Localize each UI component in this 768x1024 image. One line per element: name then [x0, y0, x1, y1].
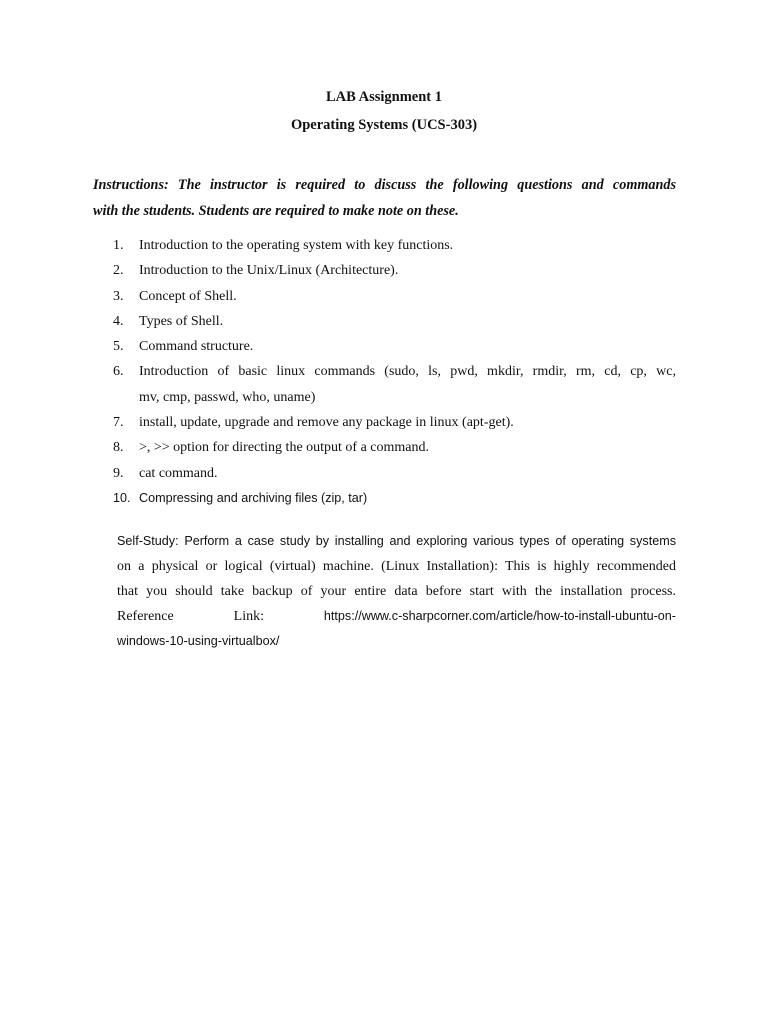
list-item-number: 8. [113, 440, 124, 456]
self-study-paragraph [117, 529, 676, 654]
list-item-text-line-1: Introduction of basic linux commands (sudo, ls, pwd, mkdir, rmdir, rm, cd, cp, wc, [139, 364, 676, 380]
list-item-text: Concept of Shell. [139, 288, 237, 304]
reference-url: https://www.c-sharpcorner.com/article/how-to-install-ubuntu-on- [323, 609, 676, 623]
list-item [113, 258, 676, 283]
reference-link-row [117, 604, 676, 629]
list-item [113, 233, 676, 258]
self-study-line-1: Self-Study: Perform a case study by installing and exploring various types of operating systems [117, 534, 676, 548]
list-item-text: Introduction to the Unix/Linux (Architecture). [139, 263, 399, 279]
list-item-text: install, update, upgrade and remove any package in linux (apt-get). [139, 415, 514, 431]
list-item-number: 6. [113, 364, 124, 380]
list-item-number: 7. [113, 415, 124, 431]
page-title: LAB Assignment 1 [325, 89, 443, 105]
list-item-number: 1. [113, 238, 124, 253]
self-study-line-2: on a physical or logical (virtual) machine. (Linux Installation): This is highly recommended [117, 559, 676, 574]
list-item [113, 435, 676, 460]
reference-label: Reference [117, 609, 174, 624]
list-item [113, 359, 676, 410]
list-item [113, 486, 676, 511]
list-item [113, 334, 676, 359]
list-item [113, 410, 676, 435]
self-study-line-3: that you should take backup of your entire data before start with the installation process. [117, 584, 676, 599]
reference-url-continuation: windows-10-using-virtualbox/ [117, 634, 280, 648]
list-item [113, 461, 676, 486]
numbered-list [113, 233, 676, 511]
list-item-text: Command structure. [139, 339, 254, 355]
list-item-number: 2. [113, 263, 124, 279]
instructions-line-1: Instructions: The instructor is required to discuss the following questions and commands [93, 177, 676, 193]
instructions-line-2: with the students. Students are required to make note on these. [93, 203, 459, 219]
list-item-text: Compressing and archiving files (zip, tar) [139, 490, 368, 505]
list-item-number: 5. [113, 339, 124, 355]
list-item-number: 3. [113, 288, 124, 304]
list-item-number: 10. [113, 490, 131, 505]
list-item [113, 284, 676, 309]
list-item-text-line-2: mv, cmp, passwd, who, uname) [139, 389, 316, 405]
page-subtitle: Operating Systems (UCS-303) [290, 117, 478, 133]
list-item [113, 309, 676, 334]
list-item-number: 4. [113, 313, 124, 329]
list-item-number: 9. [113, 465, 124, 481]
list-item-text: cat command. [139, 465, 218, 481]
list-item-text: Introduction to the operating system with key functions. [139, 238, 454, 253]
instructions-paragraph [93, 172, 676, 224]
list-item-text: Types of Shell. [139, 313, 224, 329]
list-item-text: >, >> option for directing the output of a command. [139, 440, 430, 456]
list-item-text [139, 359, 676, 410]
link-label: Link: [233, 609, 264, 624]
